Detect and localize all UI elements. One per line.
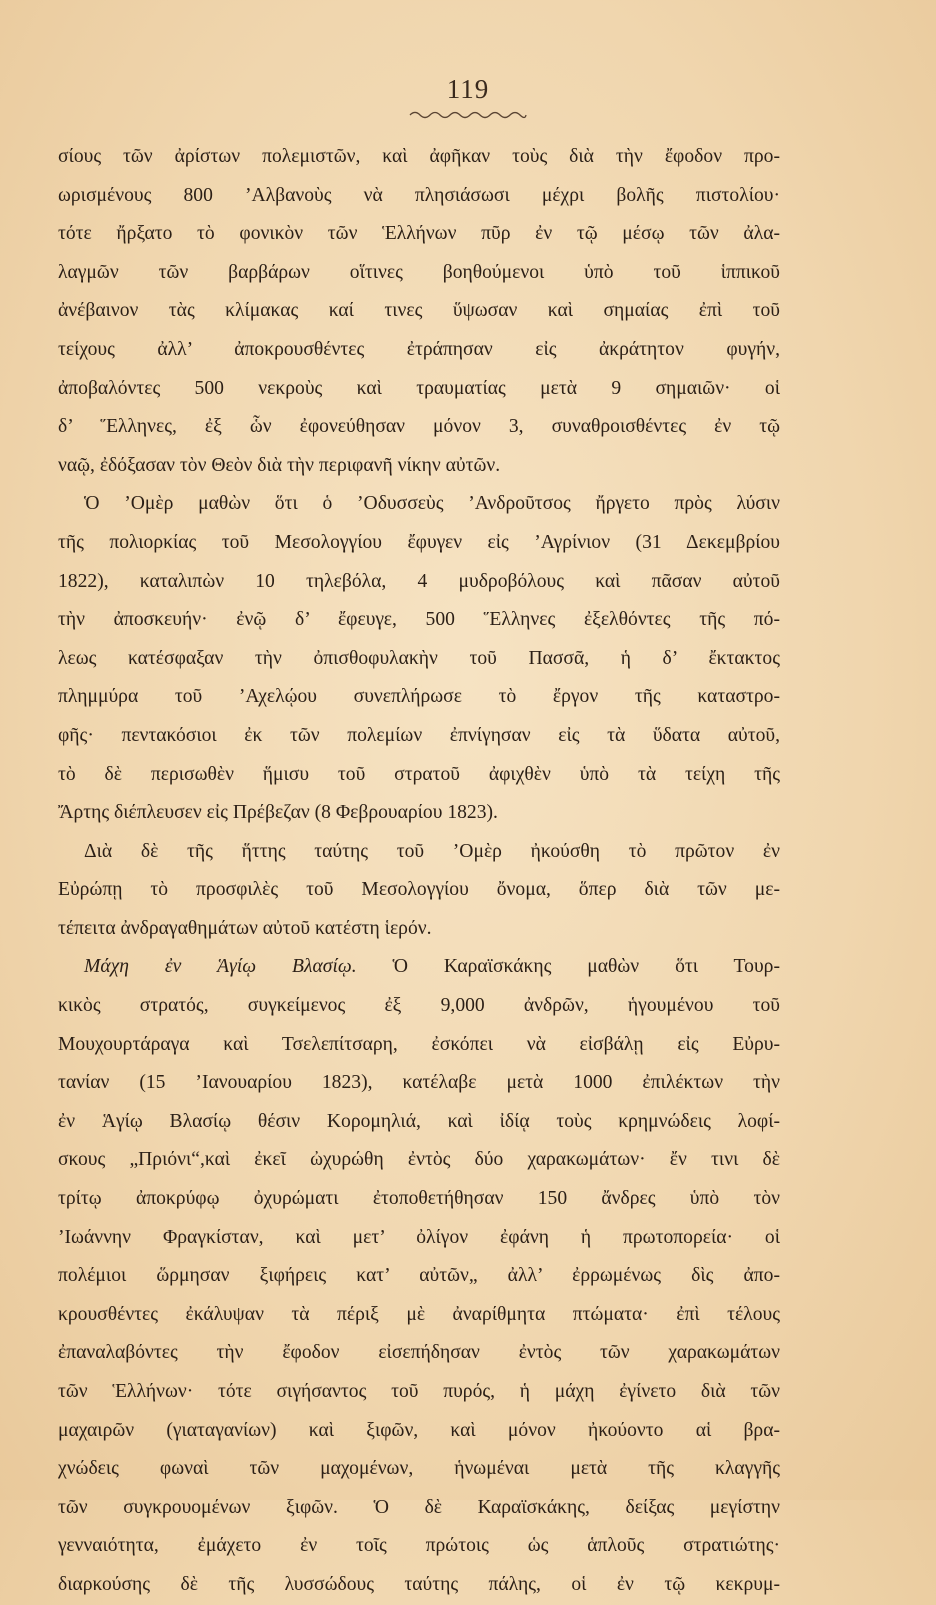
text-line: λεως κατέσφαξαν τὴν ὀπισθοφυλακὴν τοῦ Πασσᾶ, ἡ δ’ ἔκτακτος [58, 647, 780, 669]
page-number: 119 [446, 74, 490, 104]
text-line: πλημμύρα τοῦ ’Αχελῴου συνεπλήρωσε τὸ ἔργον τῆς καταστρο- [58, 686, 780, 708]
text-line: ἐπαναλαβόντες τὴν ἔφοδον εἰσεπήδησαν ἐντὸς τῶν χαρακωμάτων [58, 1342, 780, 1364]
wavy-ornament [408, 108, 528, 122]
text-line: τῆς πολιορκίας τοῦ Μεσολογγίου ἔφυγεν εἰς ’Αγρίνιον (31 Δεκεμβρίου [58, 531, 780, 553]
text-line: πολέμιοι ὥρμησαν ξιφήρεις κατ’ αὐτῶν„ ἀλλ’ ἐρρωμένως δὶς ἀπο- [58, 1265, 780, 1287]
text-line: Ἄρτης διέπλευσεν εἰς Πρέβεζαν (8 Φεβρουαρίου 1823). [58, 802, 498, 824]
text-line: ’Ιωάννην Φραγκίσταν, καὶ μετ’ ὀλίγον ἐφάνη ἡ πρωτοπορεία· οἱ [58, 1226, 780, 1248]
text-line: τότε ἤρξατο τὸ φονικὸν τῶν Ἑλλήνων πῦρ ἐν τῷ μέσῳ τῶν ἀλα- [58, 223, 780, 245]
text-line: σίους τῶν ἀρίστων πολεμιστῶν, καὶ ἀφῆκαν τοὺς διὰ τὴν ἔφοδον προ- [58, 146, 780, 167]
text-line: χνώδεις φωναὶ τῶν μαχομένων, ἡνωμέναι μετὰ τῆς κλαγγῆς [58, 1458, 780, 1480]
text-line: κικὸς στρατός, συγκείμενος ἐξ 9,000 ἀνδρῶν, ἡγουμένου τοῦ [58, 995, 780, 1017]
text-line [58, 948, 780, 987]
section-heading: Μάχη ἐν Ἁγίῳ Βλασίῳ. [84, 956, 357, 978]
text-line: μαχαιρῶν (γιαταγανίων) καὶ ξιφῶν, καὶ μόνον ἠκούοντο αἱ βρα- [58, 1419, 780, 1441]
text-line: Ὁ ’Ομὲρ μαθὼν ὅτι ὁ ’Οδυσσεὺς ’Ανδροῦτσος ἤργετο πρὸς λύσιν [84, 493, 780, 515]
text-line: τείχους ἀλλ’ ἀποκρουσθέντες ἐτράπησαν εἰς ἀκράτητον φυγήν, [58, 338, 780, 360]
text-line: τῶν Ἑλλήνων· τότε σιγήσαντος τοῦ πυρός, ἡ μάχη ἐγίνετο διὰ τῶν [58, 1381, 780, 1402]
text-line: τρίτῳ ἀποκρύφῳ ὀχυρώματι ἐτοποθετήθησαν 150 ἄνδρες ὑπὸ τὸν [58, 1188, 780, 1210]
text-line: τὴν ἀποσκευήν· ἐνῷ δ’ ἔφευγε, 500 Ἕλληνες ἐξελθόντες τῆς πό- [58, 609, 780, 631]
text-line: τανίαν (15 ’Ιανουαρίου 1823), κατέλαβε μετὰ 1000 ἐπιλέκτων τὴν [58, 1072, 780, 1094]
text-line: ἀνέβαινον τὰς κλίμακας καί τινες ὕψωσαν καὶ σημαίας ἐπὶ τοῦ [58, 300, 780, 322]
text-line: σκους „Πριόνι“,καὶ ἐκεῖ ὠχυρώθη ἐντὸς δύο χαρακωμάτων· ἔν τινι δὲ [58, 1149, 780, 1171]
text-line: τέπειτα ἀνδραγαθημάτων αὐτοῦ κατέστη ἱερόν. [58, 917, 432, 939]
body-text [58, 138, 780, 1605]
text-line: δ’ Ἕλληνες, ἐξ ὧν ἐφονεύθησαν μόνον 3, συναθροισθέντες ἐν τῷ [58, 416, 780, 438]
text-line: Διὰ δὲ τῆς ἥττης ταύτης τοῦ ’Ομὲρ ἠκούσθη τὸ πρῶτον ἐν [84, 840, 780, 862]
text-line: Μουχουρτάραγα καὶ Τσελεπίτσαρη, ἐσκόπει νὰ εἰσβάλῃ εἰς Εὐρυ- [58, 1033, 780, 1055]
text-line: ἀποβαλόντες 500 νεκροὺς καὶ τραυματίας μετὰ 9 σημαιῶν· οἱ [58, 377, 780, 399]
text-line-continuation: Ὁ Καραϊσκάκης μαθὼν ὅτι Τουρ- [392, 956, 780, 978]
text-line: φῆς· πεντακόσιοι ἐκ τῶν πολεμίων ἐπνίγησαν εἰς τὰ ὕδατα αὐτοῦ, [58, 724, 780, 746]
text-line: τὸ δὲ περισωθὲν ἥμισυ τοῦ στρατοῦ ἀφιχθὲν ὑπὸ τὰ τείχη τῆς [58, 763, 780, 785]
text-line: διαρκούσης δὲ τῆς λυσσώδους ταύτης πάλης, οἱ ἐν τῷ κεκρυμ- [58, 1573, 780, 1595]
text-line: ναῷ, ἐδόξασαν τὸν Θεὸν διὰ τὴν περιφανῆ νίκην αὐτῶν. [58, 454, 501, 476]
text-line: λαγμῶν τῶν βαρβάρων οἵτινες βοηθούμενοι ὑπὸ τοῦ ἱππικοῦ [58, 261, 780, 283]
text-line: Εὐρώπῃ τὸ προσφιλὲς τοῦ Μεσολογγίου ὄνομα, ὅπερ διὰ τῶν με- [58, 879, 780, 901]
text-line: 1822), καταλιπὼν 10 τηλεβόλα, 4 μυδροβόλους καὶ πᾶσαν αὐτοῦ [58, 570, 780, 592]
text-line: ἐν Ἁγίῳ Βλασίῳ θέσιν Κορομηλιά, καὶ ἰδίᾳ τοὺς κρημνώδεις λοφί- [58, 1110, 780, 1132]
text-line: ωρισμένους 800 ’Αλβανοὺς νὰ πλησιάσωσι μέχρι βολῆς πιστολίου· [58, 184, 780, 206]
text-line: γενναιότητα, ἐμάχετο ἐν τοῖς πρώτοις ὡς ἁπλοῦς στρατιώτης· [58, 1535, 780, 1557]
text-line: τῶν συγκρουομένων ξιφῶν. Ὁ δὲ Καραϊσκάκης, δείξας μεγίστην [58, 1496, 780, 1518]
text-line: κρουσθέντες ἐκάλυψαν τὰ πέριξ μὲ ἀναρίθμητα πτώματα· ἐπὶ τέλους [58, 1303, 780, 1325]
